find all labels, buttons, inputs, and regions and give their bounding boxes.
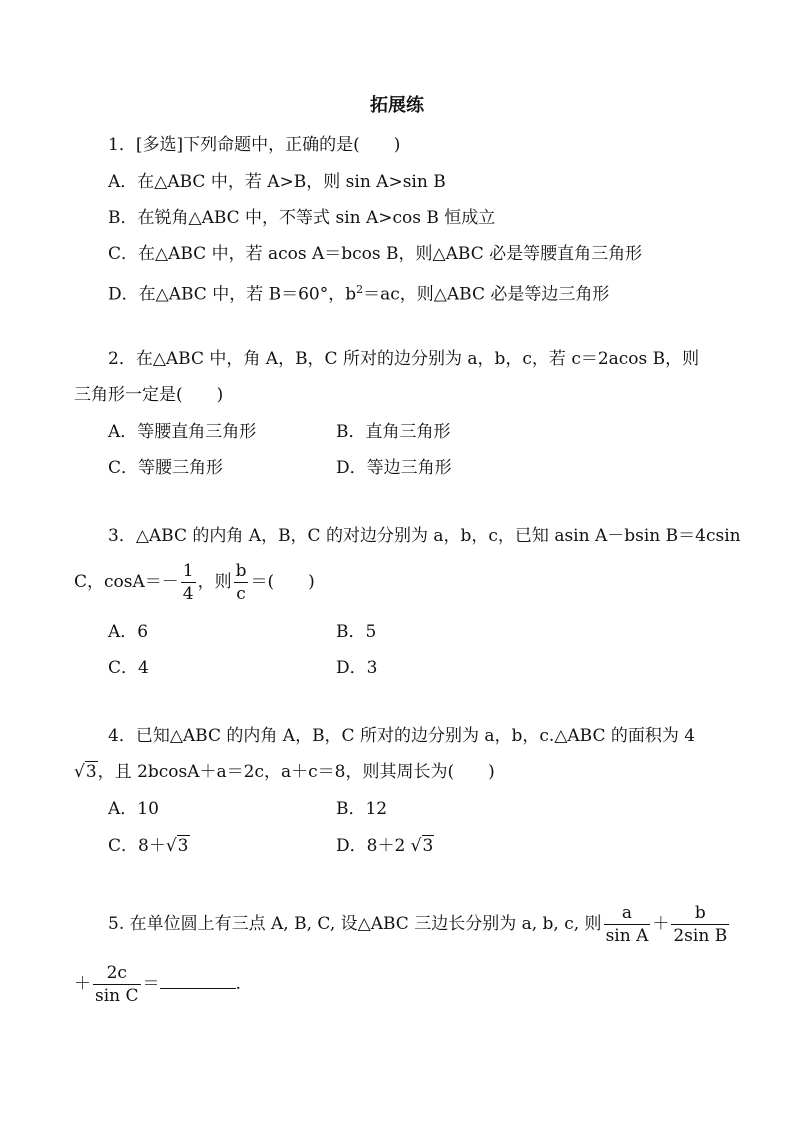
q4-option-d-pre: D．8＋2: [336, 836, 411, 856]
q3-option-c: C．4: [108, 658, 149, 678]
q3-option-b: B．5: [336, 622, 377, 642]
q1-option-d-post: ＝ac，则△ABC 必是等边三角形: [363, 284, 610, 305]
q1-option-d-pre: D．在△ABC 中，若 B＝60°，b: [108, 284, 357, 305]
q3-stem-line2: [74, 560, 315, 605]
q5-f2-num: b: [671, 902, 729, 925]
q5-stem-line1: [108, 902, 731, 947]
q1-option-b: B．在锐角△ABC 中，不等式 sin A>cos B 恒成立: [108, 208, 496, 228]
q3-stem-line2-pre: C，cosA＝－: [74, 572, 179, 592]
q1-option-d-sup: 2: [356, 283, 364, 296]
q5-plus-2: ＋: [74, 974, 91, 994]
q5-fraction-b-over-2sinB: [671, 902, 729, 947]
q5-f1-den: sin A: [605, 926, 649, 946]
q3-stem-line2-post: ＝( ): [250, 572, 315, 592]
q4-stem-line2: [74, 760, 495, 784]
q5-plus-1: ＋: [652, 914, 670, 934]
q4-option-d: [336, 834, 434, 858]
q4-option-d-sqrt: √3: [410, 836, 434, 856]
q5-f2-den: 2sin B: [673, 926, 728, 946]
q5-f1-num: a: [604, 902, 651, 925]
q5-f3-den: sin C: [95, 986, 139, 1006]
q2-option-b: B．直角三角形: [336, 422, 451, 442]
q3-stem-line1: 3．△ABC 的内角 A，B，C 的对边分别为 a，b，c，已知 asin A－bsin B＝4csin: [108, 526, 741, 546]
q2-stem-line2: 三角形一定是( ): [74, 385, 224, 405]
q3-option-a: A．6: [108, 622, 149, 642]
q3-fraction-one-quarter: [181, 560, 196, 605]
q4-option-c: [108, 834, 190, 858]
q4-option-c-sqrt: √3: [165, 836, 189, 856]
q5-equals: ＝: [142, 974, 160, 994]
q1-stem: 1．[多选]下列命题中，正确的是( ): [108, 135, 401, 155]
q3-option-d: D．3: [336, 658, 378, 678]
q2-option-d: D．等边三角形: [336, 458, 452, 478]
q4-stem-line1: 4．已知△ABC 的内角 A，B，C 所对的边分别为 a，b，c.△ABC 的面积为 4: [108, 726, 696, 746]
q4-option-d-radicand: 3: [422, 836, 434, 856]
q3-frac1-num: 1: [182, 561, 194, 581]
page-title: 拓展练: [370, 95, 424, 116]
q3-frac1-den: 4: [182, 584, 194, 604]
q4-sqrt-radicand: 3: [85, 762, 97, 782]
q2-option-c: C．等腰三角形: [108, 458, 224, 478]
q5-f3-num: 2c: [93, 962, 141, 985]
q3-frac2-den: c: [236, 584, 246, 604]
q4-sqrt-three: √3: [74, 762, 97, 782]
q4-option-c-radicand: 3: [177, 836, 189, 856]
q5-stem-line2: [74, 962, 241, 1007]
q1-option-d: [108, 278, 609, 307]
q5-answer-blank: [160, 972, 236, 989]
q5-fraction-a-over-sinA: [604, 902, 651, 947]
q2-option-a: A．等腰直角三角形: [108, 422, 257, 442]
q4-option-b: B．12: [336, 799, 388, 819]
q5-stem-text: 5. 在单位圆上有三点 A, B, C, 设△ABC 三边长分别为 a, b, c, 则: [108, 914, 602, 934]
q1-option-a: A．在△ABC 中，若 A>B，则 sin A>sin B: [108, 172, 446, 192]
q3-fraction-b-over-c: [234, 560, 249, 605]
q5-period: .: [235, 974, 241, 994]
q3-frac2-num: b: [235, 561, 247, 581]
q4-stem-line2-post: ，且 2bcosA＋a＝2c，a＋c＝8，则其周长为( ): [97, 762, 495, 782]
q3-stem-line2-mid: ，则: [197, 572, 232, 592]
q4-option-a: A．10: [108, 799, 159, 819]
q4-option-c-pre: C．8＋: [108, 836, 166, 856]
q1-option-c: C．在△ABC 中，若 acos A＝bcos B，则△ABC 必是等腰直角三角形: [108, 244, 643, 264]
q2-stem-line1: 2．在△ABC 中，角 A，B，C 所对的边分别为 a，b，c，若 c＝2acos B，则: [108, 349, 700, 369]
q5-fraction-2c-over-sinC: [93, 962, 141, 1007]
